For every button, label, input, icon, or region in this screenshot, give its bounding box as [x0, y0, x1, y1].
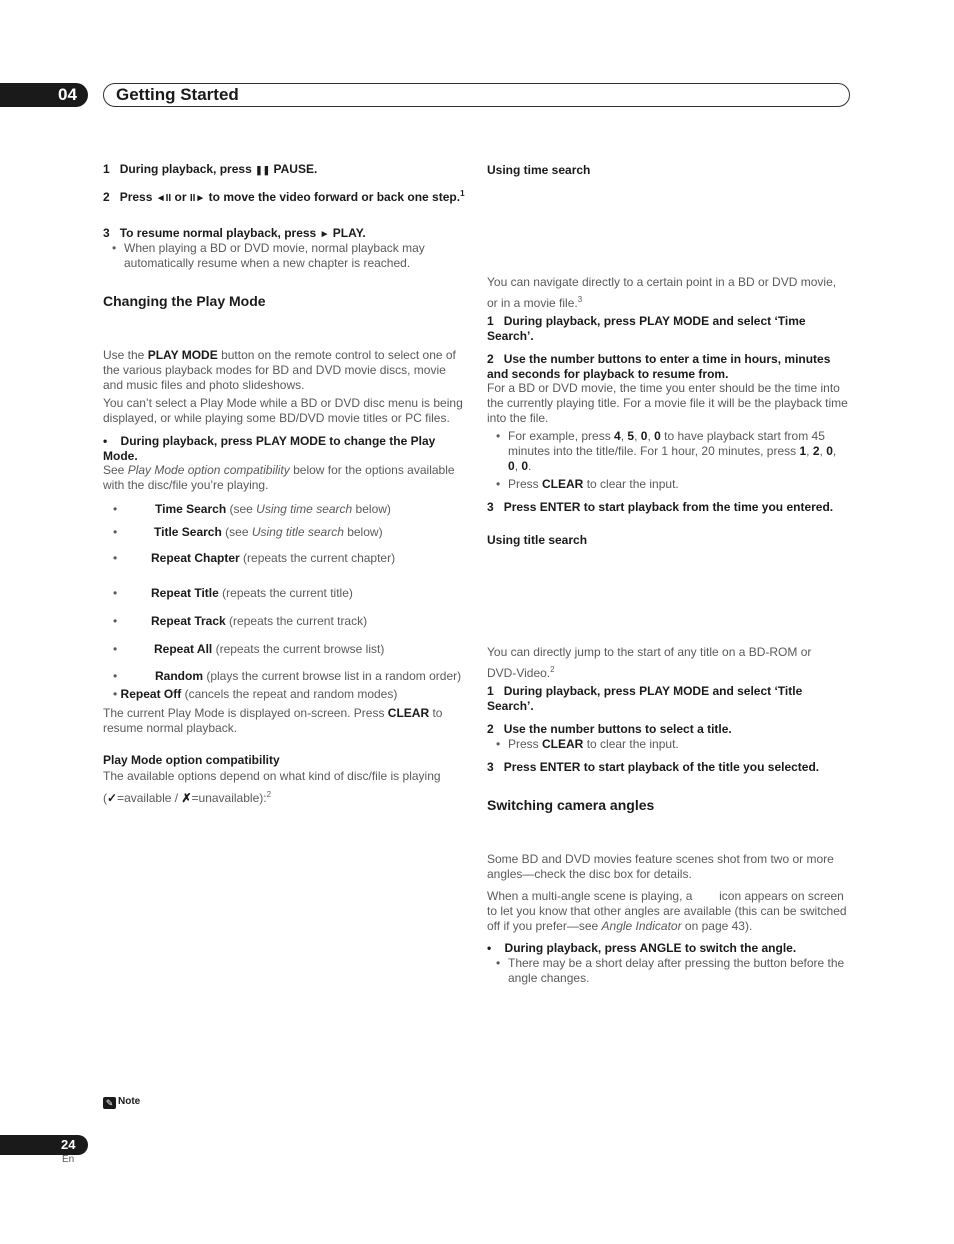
- angle-paragraph-1: Some BD and DVD movies feature scenes shot from two or more angles—check the disc box for details.: [487, 852, 834, 881]
- intro-paragraph: Use the PLAY MODE button on the remote control to select one of the various playback modes for BD and DVD movie discs, movie and music files and photo slideshows.: [103, 348, 456, 392]
- page-number: 24: [61, 1137, 76, 1152]
- play-icon: ►: [319, 229, 330, 240]
- time-search-intro: You can navigate directly to a certain point in a BD or DVD movie, or in a movie file.$^3$: [487, 275, 837, 310]
- language-code: En: [62, 1154, 75, 1165]
- option-repeat-title: • Repeat Title (repeats the current title): [113, 586, 353, 600]
- pause-icon: ❚❚: [255, 165, 271, 175]
- title-clear-bullet: • Press CLEAR to clear the input.: [496, 737, 679, 751]
- note-label: Note: [118, 1096, 141, 1107]
- step-back-icon: ◄II: [155, 193, 172, 204]
- option-repeat-track: • Repeat Track (repeats the current track): [113, 614, 368, 628]
- time-step-2: 2 Use the number buttons to enter a time in hours, minutes and seconds for playback to resume from.: [487, 352, 831, 381]
- title-search-intro: You can directly jump to the start of any title on a BD-ROM or DVD-Video.$^2$: [487, 645, 812, 680]
- title-step-1: 1 During playback, press PLAY MODE and select ‘Title Search’.: [487, 684, 803, 713]
- angle-paragraph-2: When a multi-angle scene is playing, a icon appears on screen to let you know that other angles are available (this can be switched off if you prefer—see Angle Indicator on page 43).: [487, 889, 850, 933]
- title-search-title: Using title search: [487, 533, 588, 547]
- cross-icon: ✗: [181, 791, 192, 805]
- note-icon: ✎: [103, 1097, 116, 1109]
- option-repeat-all: • Repeat All (repeats the current browse list): [113, 642, 385, 656]
- chapter-title: Getting Started: [116, 85, 239, 104]
- option-title-search: • Title Search (see Using title search below): [113, 525, 383, 539]
- step-3: 3 To resume normal playback, press ► PLAY.: [103, 226, 366, 240]
- angle-section-title: Switching camera angles: [487, 797, 655, 813]
- section-title: Changing the Play Mode: [103, 293, 266, 309]
- time-step-1: 1 During playback, press PLAY MODE and select ‘Time Search’.: [487, 314, 806, 343]
- option-repeat-chapter: • Repeat Chapter (repeats the current chapter): [113, 551, 396, 565]
- option-repeat-off: • Repeat Off (cancels the repeat and random modes): [113, 687, 398, 701]
- current-mode-paragraph: The current Play Mode is displayed on-screen. Press CLEAR to resume normal playback.: [103, 706, 443, 735]
- time-search-title: Using time search: [487, 163, 591, 177]
- time-step-3: 3 Press ENTER to start playback from the time you entered.: [487, 500, 834, 514]
- chapter-number: 04: [58, 85, 77, 104]
- angle-delay-bullet: • There may be a short delay after pressing the button before the angle changes.: [496, 956, 845, 985]
- compat-title: Play Mode option compatibility: [103, 753, 280, 767]
- restriction-paragraph: You can’t select a Play Mode while a BD or DVD disc menu is being displayed, or while playing some BD/DVD movie titles or PC files.: [103, 396, 463, 425]
- step-1: 1 During playback, press ❚❚ PAUSE.: [103, 162, 318, 176]
- step-forward-icon: II►: [189, 193, 206, 204]
- compat-text: The available options depend on what kind of disc/file is playing (✓=available / ✗=unavailable):$^2$: [103, 769, 441, 805]
- time-clear-bullet: • Press CLEAR to clear the input.: [496, 477, 679, 491]
- title-step-2: 2 Use the number buttons to select a title.: [487, 722, 732, 736]
- play-mode-step: • During playback, press PLAY MODE to change the Play Mode.: [103, 434, 436, 463]
- step-2: 2 Press ◄II or II► to move the video forward or back one step.$^1$: [103, 189, 465, 204]
- option-random: • Random (plays the current browse list in a random order): [113, 669, 462, 683]
- check-icon: ✓: [107, 791, 118, 805]
- see-compat-paragraph: See Play Mode option compatibility below for the options available with the disc/file you’re playing.: [103, 463, 455, 492]
- time-example-bullet: • For example, press 4, 5, 0, 0 to have playback start from 45 minutes into the title/file. For 1 hour, 20 minutes, press 1, 2, 0, 0, 0.: [496, 429, 837, 473]
- time-step-2-body: For a BD or DVD movie, the time you enter should be the time into the currently playing title. For a movie file it will be the playback time into the file.: [487, 381, 848, 425]
- angle-step: • During playback, press ANGLE to switch the angle.: [487, 941, 797, 955]
- title-step-3: 3 Press ENTER to start playback of the title you selected.: [487, 760, 820, 774]
- step-3-note: • When playing a BD or DVD movie, normal playback may automatically resume when a new chapter is reached.: [112, 241, 425, 270]
- option-time-search: • Time Search (see Using time search below): [113, 502, 391, 516]
